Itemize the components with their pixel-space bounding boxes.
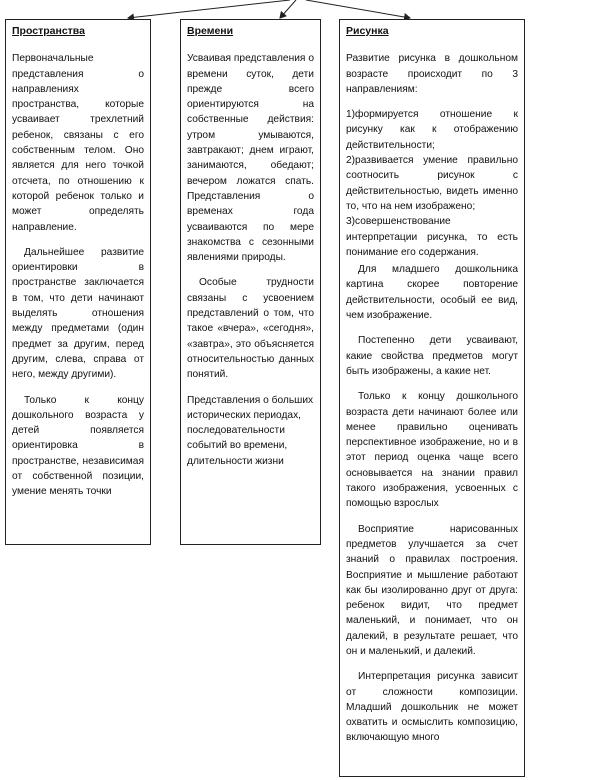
drawing-intro: Развитие рисунка в дошкольном возрасте происходит по 3 направлениям: — [346, 53, 518, 95]
drawing-paragraph-2: Постепенно дети усваивают, какие свойства предметов могут быть изображены, а какие нет. — [346, 335, 518, 377]
space-paragraph-1: Первоначальные представления о направлениях пространства, которые усваивает трехлетний ребенок, связаны с его собственным телом. Оно является для него точкой отсчета, по отношению к которой ребенок только и может определять направление. — [12, 53, 144, 233]
list-item: 2)развивается умение правильно соотносить рисунок с действительностью, видеть именно то, что на нем изображено; — [346, 155, 518, 212]
space-title: Пространства — [12, 25, 85, 37]
drawing-title: Рисунка — [346, 25, 389, 37]
list-item: 3)совершенствование интерпретации рисунка, то есть понимание его содержания. — [346, 216, 518, 258]
time-paragraph-3: Представления о больших исторических периодах, последовательности событий во времени, длительности жизни — [187, 394, 314, 467]
drawing-box — [339, 19, 525, 777]
arrow-to-space — [128, 0, 290, 18]
drawing-directions-list — [346, 107, 518, 260]
drawing-paragraph-5: Интерпретация рисунка зависит от сложности композиции. Младший дошкольник не может охватить и осмыслить композицию, включающую много — [346, 671, 518, 744]
arrow-to-time — [280, 0, 296, 18]
arrow-to-drawing — [306, 0, 410, 18]
space-paragraph-3: Только к концу дошкольного возраста у детей появляется ориентировка в пространстве, независимая от собственной позиции, умение менять точки — [12, 394, 144, 498]
time-box — [180, 19, 321, 545]
drawing-paragraph-1: Для младшего дошкольника картина скорее повторение действительности, особый ее вид, чем изображение. — [346, 264, 518, 322]
space-box — [5, 19, 151, 545]
time-paragraph-2: Особые трудности связаны с усвоением представлений о том, что такое «вчера», «сегодня», «завтра», это объясняется относительностью данных понятий. — [187, 277, 314, 381]
time-paragraph-1: Усваивая представления о времени суток, дети прежде всего ориентируются на собственные действия: утром умываются, завтракают; днем играют, занимаются, обедают; вечером ложатся спать. Представления о временах года усваиваются по мере знакомства с сезонными явлениями природы. — [187, 53, 314, 264]
drawing-paragraph-4: Восприятие нарисованных предметов улучшается за счет знаний о правилах построения. Восприятие и мышление работают как бы изолированно друг от друга: ребенок видит, что предмет маленький, и понимает, что он далекий, в результате решает, что он и маленький, и далекий. — [346, 523, 518, 657]
time-title: Времени — [187, 25, 234, 37]
drawing-paragraph-3: Только к концу дошкольного возраста дети начинают более или менее правильно оценивать перспективное изображение, но и в этот период оценка чаще всего основывается на знании правил такого изображения, усвоенных с помощью взрослых — [346, 391, 518, 510]
list-item: 1)формируется отношение к рисунку как к отображению действительности; — [346, 109, 518, 151]
space-paragraph-2: Дальнейшее развитие ориентировки в пространстве заключается в том, что дети начинают выделять отношения между предметами (один предмет за другим, перед другим, слева, справа от него, между другими). — [12, 246, 144, 381]
